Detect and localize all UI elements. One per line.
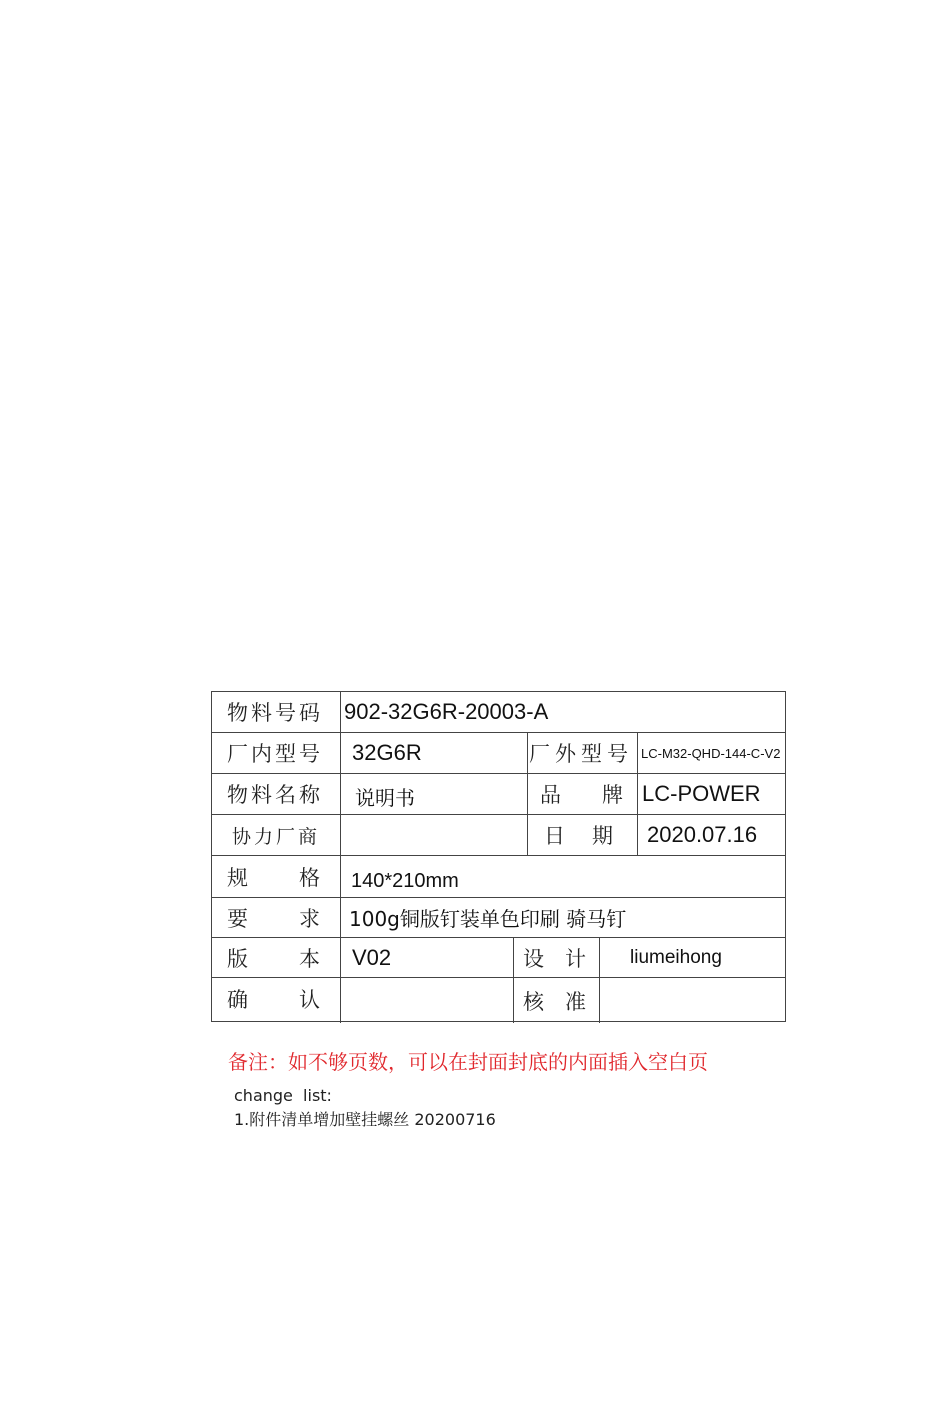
row-version — [212, 938, 785, 978]
spec-value: 140*210mm — [351, 870, 459, 892]
confirm-value — [341, 978, 514, 1023]
review-label-left: 核 — [523, 989, 544, 1014]
supplier-label: 协力厂商 — [212, 815, 341, 855]
requirement-label — [212, 898, 341, 937]
version-label-left: 版 — [227, 946, 248, 971]
row-requirement — [212, 898, 785, 938]
row-material-code — [212, 692, 785, 733]
confirm-label-right: 认 — [299, 988, 320, 1012]
brand-label-left: 品 — [540, 783, 561, 807]
outer-model-label: 厂外型号 — [528, 733, 638, 773]
brand-label — [528, 774, 638, 814]
spec-label-left: 规 — [227, 865, 248, 890]
design-label-left: 设 — [523, 946, 544, 971]
inner-model-label: 厂内型号 — [212, 733, 341, 773]
review-label-right: 准 — [565, 989, 586, 1014]
date-label — [528, 815, 638, 855]
inner-model-value: 32G6R — [341, 733, 528, 773]
confirm-label — [212, 978, 341, 1023]
spec-label — [212, 856, 341, 897]
remark-note: 备注：如不够页数，可以在封面封底的内面插入空白页 — [228, 1050, 708, 1074]
material-name-value: 说明书 — [341, 774, 528, 814]
row-material-name — [212, 774, 785, 815]
date-value: 2020.07.16 — [647, 822, 758, 847]
supplier-value — [341, 815, 528, 855]
material-code-value: 902-32G6R-20003-A — [344, 699, 549, 724]
brand-value: LC-POWER — [642, 781, 761, 806]
design-value: liumeihong — [630, 946, 722, 968]
row-supplier — [212, 815, 785, 856]
date-label-right: 期 — [592, 824, 613, 848]
row-spec — [212, 856, 785, 898]
material-name-label: 物料名称 — [212, 774, 341, 814]
change-list-item: 1.附件清单增加壁挂螺丝 20200716 — [234, 1110, 496, 1129]
requirement-label-left: 要 — [227, 906, 248, 931]
design-label — [514, 938, 600, 977]
review-value — [600, 978, 787, 1023]
row-model — [212, 733, 785, 774]
version-value: V02 — [341, 938, 514, 977]
outer-model-value: LC-M32-QHD-144-C-V2 — [641, 745, 781, 761]
date-label-left: 日 — [544, 824, 565, 848]
row-confirm — [212, 978, 785, 1023]
version-label-right: 本 — [299, 946, 320, 971]
brand-label-right: 牌 — [602, 783, 623, 807]
change-list-title: change list: — [234, 1086, 332, 1105]
design-label-right: 计 — [565, 946, 586, 971]
material-code-label: 物料号码 — [212, 692, 341, 732]
review-label — [514, 978, 600, 1023]
version-label — [212, 938, 341, 977]
confirm-label-left: 确 — [227, 988, 248, 1012]
requirement-value: 100g铜版钉装单色印刷 骑马钉 — [349, 907, 627, 931]
spec-label-right: 格 — [299, 865, 320, 890]
material-spec-table — [211, 691, 786, 1022]
requirement-label-right: 求 — [299, 906, 320, 931]
